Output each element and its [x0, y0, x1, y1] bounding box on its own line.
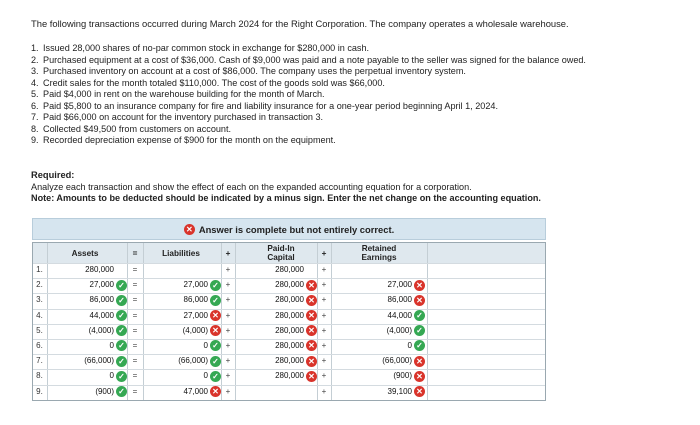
- plus-sign: +: [321, 356, 327, 366]
- x-circle-icon: ✕: [306, 371, 317, 382]
- cell-value: 0: [407, 341, 412, 350]
- cell-value: (4,000): [88, 325, 114, 335]
- row-label: 5.: [36, 325, 43, 335]
- assets-input[interactable]: [51, 340, 127, 351]
- equals-sign: =: [132, 280, 138, 290]
- retained-earnings-input[interactable]: [333, 340, 425, 351]
- assets-input[interactable]: [51, 370, 127, 381]
- row-label: 8.: [36, 371, 43, 381]
- paid-in-capital-input[interactable]: [237, 294, 317, 305]
- retained-earnings-input[interactable]: [333, 264, 425, 275]
- transaction-text: Issued 28,000 shares of no-par common stock in exchange for $280,000 in cash.: [43, 43, 370, 53]
- x-circle-icon: ✕: [306, 325, 317, 336]
- table-row: [33, 369, 545, 381]
- check-circle-icon: ✓: [210, 356, 221, 367]
- header-paid-in-capital-1: Paid-In: [267, 244, 295, 253]
- plus-sign: +: [321, 265, 327, 274]
- paid-in-capital-input[interactable]: [237, 310, 317, 321]
- row-label: 1.: [36, 265, 43, 274]
- check-circle-icon: ✓: [116, 340, 127, 351]
- table-row: [33, 293, 545, 305]
- check-circle-icon: ✓: [116, 280, 127, 291]
- retained-earnings-input[interactable]: [333, 325, 425, 336]
- retained-earnings-input[interactable]: [333, 279, 425, 290]
- x-circle-icon: ✕: [210, 325, 221, 336]
- table-row: [33, 324, 545, 336]
- cell-value: 280,000: [275, 310, 304, 320]
- paid-in-capital-input[interactable]: [237, 264, 317, 275]
- transaction-item: [31, 112, 671, 124]
- equals-sign: =: [132, 386, 138, 396]
- cell-value: 280,000: [275, 280, 304, 290]
- transaction-number: 3.: [31, 66, 39, 76]
- x-circle-icon: ✕: [210, 386, 221, 397]
- cell-value: (4,000): [182, 325, 208, 335]
- header-plus-2: +: [321, 249, 327, 258]
- answer-status-text: Answer is complete but not entirely correct.: [198, 223, 395, 235]
- cell-value: 44,000: [89, 310, 114, 320]
- cell-value: 0: [203, 341, 208, 350]
- paid-in-capital-input[interactable]: [237, 279, 317, 290]
- equals-sign: =: [132, 371, 138, 381]
- x-circle-icon: ✕: [210, 310, 221, 321]
- cell-value: 280,000: [275, 325, 304, 335]
- assets-input[interactable]: [51, 325, 127, 336]
- cell-value: 39,100: [387, 386, 412, 396]
- header-equals: =: [132, 249, 138, 258]
- check-circle-icon: ✓: [116, 325, 127, 336]
- check-circle-icon: ✓: [116, 386, 127, 397]
- transaction-number: 2.: [31, 54, 39, 65]
- paid-in-capital-input[interactable]: [237, 386, 317, 397]
- cell-value: 280,000: [275, 341, 304, 350]
- assets-input[interactable]: [51, 279, 127, 290]
- transaction-number: 9.: [31, 135, 39, 145]
- transaction-text: Collected $49,500 from customers on account.: [43, 123, 232, 134]
- header-assets: Assets: [71, 249, 99, 258]
- plus-sign: +: [321, 371, 327, 381]
- transaction-number: 7.: [31, 112, 39, 122]
- x-circle-icon: ✕: [306, 280, 317, 291]
- liabilities-input[interactable]: [145, 340, 221, 351]
- empty-icon-slot: [414, 264, 425, 275]
- cell-value: 280,000: [275, 265, 304, 274]
- cell-value: 86,000: [387, 295, 412, 305]
- liabilities-input[interactable]: [145, 355, 221, 366]
- table-header: [33, 243, 545, 264]
- cell-value: 0: [109, 371, 114, 381]
- equals-sign: =: [132, 356, 138, 366]
- transaction-number: 5.: [31, 89, 39, 99]
- table-row: [33, 385, 545, 397]
- cell-value: 27,000: [183, 310, 208, 320]
- x-circle-icon: ✕: [414, 295, 425, 306]
- transaction-item: [31, 135, 671, 147]
- check-circle-icon: ✓: [210, 340, 221, 351]
- x-circle-icon: ✕: [184, 224, 195, 235]
- transaction-item: [31, 43, 671, 55]
- check-circle-icon: ✓: [210, 371, 221, 382]
- table-row: [33, 309, 545, 321]
- cell-value: (66,000): [382, 356, 412, 366]
- assets-input[interactable]: [51, 294, 127, 305]
- x-circle-icon: ✕: [414, 280, 425, 291]
- x-circle-icon: ✕: [306, 295, 317, 306]
- required-heading: Required:: [31, 170, 75, 180]
- paid-in-capital-input[interactable]: [237, 370, 317, 381]
- row-label: 6.: [36, 341, 43, 350]
- assets-input[interactable]: [51, 264, 127, 275]
- check-circle-icon: ✓: [414, 340, 425, 351]
- row-label: 4.: [36, 310, 43, 320]
- row-label: 3.: [36, 295, 43, 305]
- plus-sign: +: [321, 325, 327, 335]
- check-circle-icon: ✓: [210, 295, 221, 306]
- plus-sign: +: [321, 386, 327, 396]
- x-circle-icon: ✕: [414, 386, 425, 397]
- transaction-item: [31, 101, 671, 113]
- header-liabilities: Liabilities: [162, 249, 200, 258]
- empty-icon-slot: [116, 264, 127, 275]
- row-label: 2.: [36, 280, 43, 290]
- retained-earnings-input[interactable]: [333, 370, 425, 381]
- x-circle-icon: ✕: [306, 340, 317, 351]
- transaction-text: Paid $5,800 to an insurance company for fire and liability insurance for a one-year period beginning April 1, 2024.: [43, 100, 498, 111]
- x-circle-icon: ✕: [414, 356, 425, 367]
- empty-icon-slot: [306, 264, 317, 275]
- cell-value: 0: [203, 371, 208, 381]
- table-row: [33, 354, 545, 366]
- empty-icon-slot: [210, 264, 221, 275]
- check-circle-icon: ✓: [210, 280, 221, 291]
- equals-sign: =: [132, 265, 138, 274]
- plus-sign: +: [225, 341, 231, 350]
- plus-sign: +: [225, 386, 231, 396]
- transaction-number: 4.: [31, 77, 39, 88]
- liabilities-input[interactable]: [145, 264, 221, 275]
- transaction-text: Paid $4,000 in rent on the warehouse building for the month of March.: [43, 89, 325, 99]
- plus-sign: +: [225, 371, 231, 381]
- assets-input[interactable]: [51, 310, 127, 321]
- plus-sign: +: [225, 280, 231, 290]
- accounting-equation-table: [32, 242, 546, 401]
- cell-value: 0: [109, 341, 114, 350]
- retained-earnings-input[interactable]: [333, 386, 425, 397]
- plus-sign: +: [225, 310, 231, 320]
- transaction-text: Recorded depreciation expense of $900 for the month on the equipment.: [43, 135, 336, 145]
- check-circle-icon: ✓: [116, 295, 127, 306]
- cell-value: (4,000): [386, 325, 412, 335]
- plus-sign: +: [225, 265, 231, 274]
- equals-sign: =: [132, 325, 138, 335]
- cell-value: (900): [95, 386, 114, 396]
- transaction-text: Paid $66,000 on account for the inventory purchased in transaction 3.: [43, 112, 324, 122]
- plus-sign: +: [321, 310, 327, 320]
- check-circle-icon: ✓: [414, 325, 425, 336]
- table-row: [33, 278, 545, 290]
- cell-value: 27,000: [183, 280, 208, 290]
- liabilities-input[interactable]: [145, 279, 221, 290]
- equals-sign: =: [132, 310, 138, 320]
- liabilities-input[interactable]: [145, 294, 221, 305]
- cell-value: (66,000): [178, 356, 208, 366]
- row-label: 7.: [36, 356, 43, 366]
- transaction-item: [31, 124, 671, 136]
- plus-sign: +: [225, 325, 231, 335]
- problem-intro: The following transactions occurred during March 2024 for the Right Corporation. The company operates a wholesale warehouse.: [31, 18, 569, 29]
- plus-sign: +: [321, 295, 327, 305]
- x-circle-icon: ✕: [306, 310, 317, 321]
- cell-value: (66,000): [84, 356, 114, 366]
- table-row: [33, 263, 545, 275]
- header-paid-in-capital-2: Capital: [267, 253, 295, 262]
- x-circle-icon: ✕: [414, 371, 425, 382]
- required-note: Note: Amounts to be deducted should be indicated by a minus sign. Enter the net change on the accounting equation.: [31, 193, 541, 203]
- paid-in-capital-input[interactable]: [237, 340, 317, 351]
- paid-in-capital-input[interactable]: [237, 355, 317, 366]
- liabilities-input[interactable]: [145, 310, 221, 321]
- transaction-item: [31, 78, 671, 90]
- check-circle-icon: ✓: [414, 310, 425, 321]
- cell-value: 280,000: [275, 295, 304, 305]
- header-retained-earnings-1: Retained: [361, 244, 397, 253]
- answer-status-banner: [32, 218, 546, 240]
- transactions-list: [31, 43, 671, 147]
- transaction-item: [31, 55, 671, 67]
- transaction-number: 1.: [31, 43, 39, 53]
- assets-input[interactable]: [51, 355, 127, 366]
- cell-value: 86,000: [183, 295, 208, 305]
- transaction-item: [31, 66, 671, 78]
- x-circle-icon: ✕: [306, 356, 317, 367]
- equals-sign: =: [132, 341, 138, 350]
- transaction-number: 8.: [31, 123, 39, 134]
- transaction-text: Credit sales for the month totaled $110,000. The cost of the goods sold was $66,000.: [43, 77, 385, 88]
- liabilities-input[interactable]: [145, 325, 221, 336]
- cell-value: 27,000: [89, 280, 114, 290]
- transaction-text: Purchased inventory on account at a cost of $86,000. The company uses the perpetual inventory system.: [43, 66, 466, 76]
- liabilities-input[interactable]: [145, 386, 221, 397]
- transaction-number: 6.: [31, 100, 39, 111]
- required-body: Analyze each transaction and show the effect of each on the expanded accounting equation for a corporation.: [31, 182, 472, 192]
- liabilities-input[interactable]: [145, 370, 221, 381]
- cell-value: 27,000: [387, 280, 412, 290]
- empty-icon-slot: [306, 386, 317, 397]
- transaction-text: Purchased equipment at a cost of $36,000. Cash of $9,000 was paid and a note payable to the seller was signed for the balance owed.: [43, 54, 586, 65]
- check-circle-icon: ✓: [116, 356, 127, 367]
- retained-earnings-input[interactable]: [333, 294, 425, 305]
- cell-value: 280,000: [85, 265, 114, 274]
- plus-sign: +: [321, 341, 327, 350]
- table-row: [33, 339, 545, 351]
- header-retained-earnings-2: Earnings: [361, 253, 397, 262]
- cell-value: 44,000: [387, 310, 412, 320]
- cell-value: 280,000: [275, 371, 304, 381]
- cell-value: 280,000: [275, 356, 304, 366]
- paid-in-capital-input[interactable]: [237, 325, 317, 336]
- transaction-item: [31, 89, 671, 101]
- header-plus-1: +: [225, 249, 231, 258]
- cell-value: 47,000: [183, 386, 208, 396]
- check-circle-icon: ✓: [116, 371, 127, 382]
- row-label: 9.: [36, 386, 43, 396]
- retained-earnings-input[interactable]: [333, 310, 425, 321]
- plus-sign: +: [321, 280, 327, 290]
- plus-sign: +: [225, 356, 231, 366]
- plus-sign: +: [225, 295, 231, 305]
- equals-sign: =: [132, 295, 138, 305]
- cell-value: (900): [393, 371, 412, 381]
- retained-earnings-input[interactable]: [333, 355, 425, 366]
- assets-input[interactable]: [51, 386, 127, 397]
- check-circle-icon: ✓: [116, 310, 127, 321]
- cell-value: 86,000: [89, 295, 114, 305]
